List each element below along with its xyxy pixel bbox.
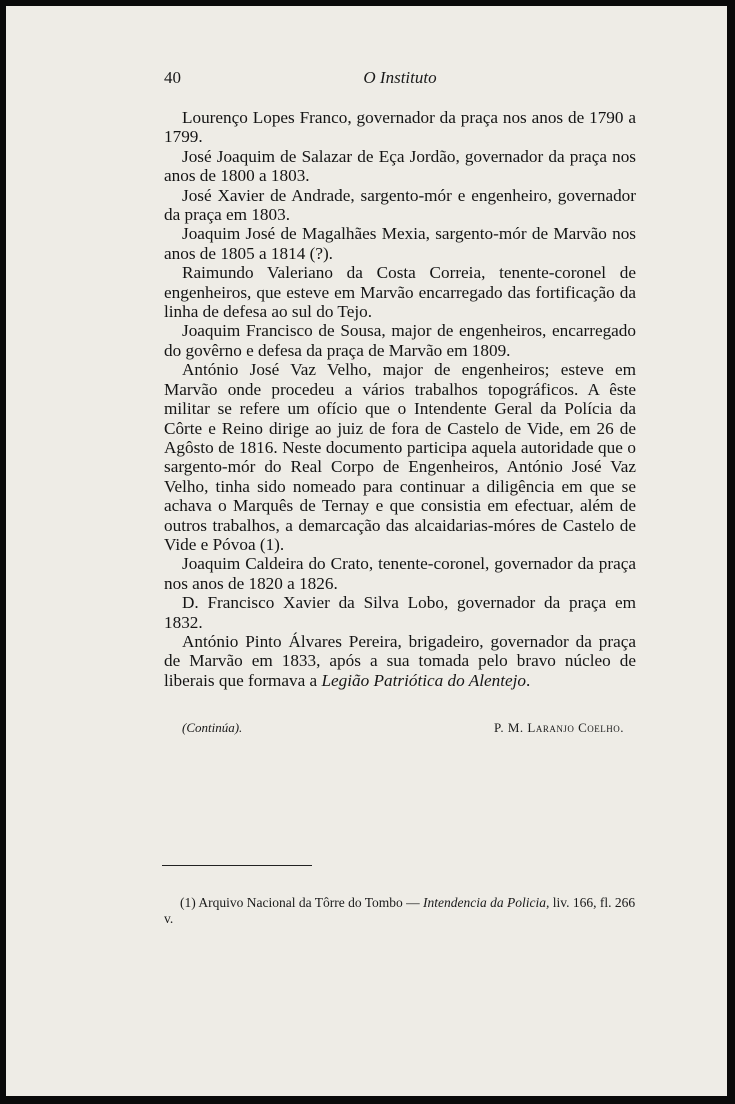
body-text [164,108,636,690]
footnote-text: (1) Arquivo Nacional da Tôrre do Tombo — [180,895,424,910]
author-signature: P. M. Laranjo Coelho. [494,720,624,735]
paragraph-last [164,632,636,690]
paragraph: Joaquim Caldeira do Crato, tenente-coronel, governador da praça nos anos de 1820 a 1826. [164,554,636,593]
footnote-end: liv. 166, fl. 266 v. [164,895,636,926]
paragraph-last-text: António Pinto Álvares Pereira, brigadeiro, governador da praça de Marvão em 1833, após a sua tomada pelo bravo núcleo de liberais que formava a [164,631,636,690]
footnote [164,895,636,927]
page [6,6,727,1096]
legiao-patriotica: Legião Patriótica do Alentejo [321,670,526,690]
paragraph: D. Francisco Xavier da Silva Lobo, governador da praça em 1832. [164,593,636,632]
running-title: O Instituto [363,68,437,87]
page-header [164,68,636,92]
paragraph: Joaquim José de Magalhães Mexia, sargento-mór de Marvão nos anos de 1805 a 1814 (?). [164,224,636,263]
paragraph-last-end: . [525,670,531,690]
page-number: 40 [164,68,181,87]
continua-note: (Continúa). [182,720,243,735]
footnote-rule [162,865,312,866]
paragraph: Lourenço Lopes Franco, governador da praça nos anos de 1790 a 1799. [164,108,636,147]
paragraph: Raimundo Valeriano da Costa Correia, tenente-coronel de engenheiros, que esteve em Marvão encarregado das fortificação da linha de defesa ao sul do Tejo. [164,263,636,322]
paragraph: Joaquim Francisco de Sousa, major de engenheiros, encarregado do govêrno e defesa da praça de Marvão em 1809. [164,321,636,360]
paragraph: António José Vaz Velho, major de engenheiros; esteve em Marvão onde procedeu a vários trabalhos topográficos. A êste militar se refere um ofício que o Intendente Geral da Polícia da Côrte e Reino dirige ao juiz de fora de Castelo de Vide, em 26 de Agôsto de 1816. Neste documento participa aquela autoridade que o sargento-mór do Real Corpo de Engenheiros, António José Vaz Velho, tinha sido nomeado para continuar a diligência em que se achava o Marquês de Ternay e que consistia em efectuar, além de outros trabalhos, a demarcação das alcaidarias-móres de Castelo de Vide e Póvoa (1). [164,360,636,554]
footnote-italic: Intendencia da Policia, [423,895,550,910]
closing-line [164,720,636,740]
paragraph: José Joaquim de Salazar de Eça Jordão, governador da praça nos anos de 1800 a 1803. [164,146,636,186]
paragraph: José Xavier de Andrade, sargento-mór e engenheiro, governador da praça em 1803. [164,185,636,225]
